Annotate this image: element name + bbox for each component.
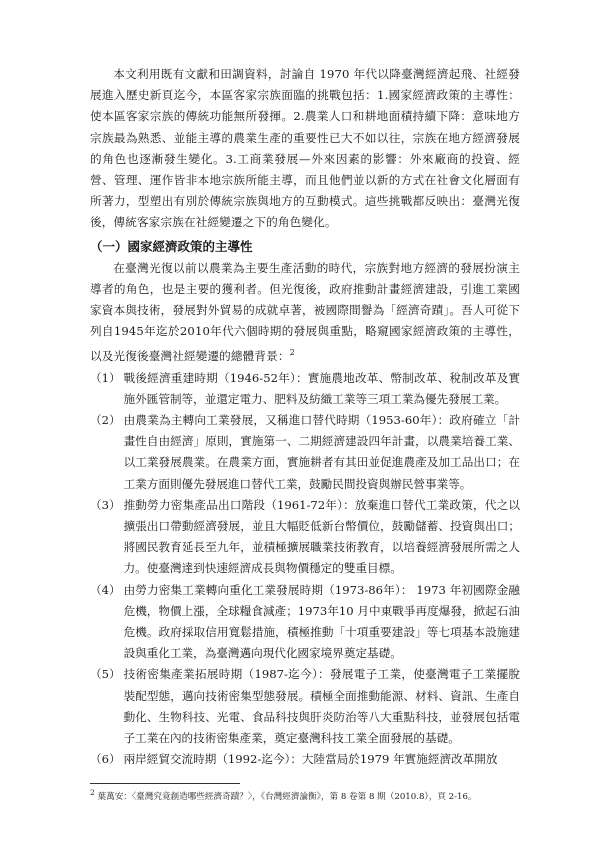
- footnote-text: 葉萬安：〈臺灣究竟創造哪些經濟奇蹟？〉，《台灣經濟論衡》，第 8 卷第 8 期（2010.8），頁 2-16。: [97, 792, 477, 802]
- list-item-text: 技術密集產業拓展時期（1987-迄今）：發展電子工業，使臺灣電子工業擺脫裝配型態，邁向技術密集型態發展。積極全面推動能源、材料、資訊、生產自動化、生物科技、光電、食品科技與肝炎防治等八大重點科技，並發展包括電子工業在內的技術密集產業，奠定臺灣科技工業全面發展的基礎。: [123, 667, 520, 745]
- list-item: [90, 495, 520, 580]
- footnote: [90, 788, 520, 803]
- list-item: [90, 368, 520, 410]
- footnote-divider: [90, 783, 240, 784]
- list-item: [90, 664, 520, 749]
- list-item: [90, 410, 520, 495]
- body-text: [90, 64, 520, 770]
- list-item-text: 推動勞力密集產品出口階段（1961-72年）：放棄進口替代工業政策，代之以擴張出口帶動經濟發展，並且大幅貶低新台幣價位，鼓勵儲蓄、投資與出口；將國民教育延長至九年，並積極擴展職業技術教育，以培養經濟發展所需之人力。使臺灣達到快速經濟成長與物價穩定的雙重目標。: [123, 497, 520, 576]
- list-item-text: 戰後經濟重建時期（1946-52年）：實施農地改革、幣制改革、稅制改革及實施外匯管制等，並還定電力、肥料及紡織工業等三項工業為優先發展工業。: [123, 370, 520, 406]
- list-item-text: 由農業為主轉向工業發展，又稱進口替代時期（1953-60年）：政府確立「計畫性自由經濟」原則，實施第一、二期經濟建設四年計畫，以農業培養工業、以工業發展農業。在農業方面，實施耕者有其田並促進農產及加工品出口；在工業方面則優先發展進口替代工業，鼓勵民間投資與辦民營事業等。: [123, 412, 520, 491]
- list-item-text: 兩岸經貿交流時期（1992-迄今）：大陸當局於1979 年實施經濟改革開放: [123, 752, 498, 767]
- list-item-number: （6）: [90, 752, 121, 767]
- list-item-text: 由勞力密集工業轉向重化工業發展時期（1973-86年）： 1973 年初國際金融危機，物價上漲，全球糧食減產；1973年10 月中東戰爭再度爆發，掀起石油危機。政府採取信用寬鬆措施，積極推動「十項重要建設」等七項基本設施建設與重化工業，為臺灣邁向現代化國家境界奠定基礎。: [123, 582, 520, 661]
- list-item-number: （5）: [90, 667, 121, 682]
- list-item-number: （1）: [90, 370, 121, 385]
- list-item-number: （2）: [90, 412, 121, 427]
- list-item-number: （4）: [90, 582, 121, 597]
- section-paragraph-text: 在臺灣光復以前以農業為主要生產活動的時代，宗族對地方經濟的發展扮演主導者的角色，也是主要的獲利者。但光復後，政府推動計畫經濟建設，引進工業國家資本與技術，發展對外貿易的成就卓著，被國際間譽為「經濟奇蹟」。吾人可從下列自1945年迄於2010年代六個時期的發展與重點，略窺國家經濟政策的主導性，以及光復後臺灣社經變遷的總體背景：: [90, 260, 520, 364]
- section-paragraph: [90, 258, 520, 368]
- list-item-number: （3）: [90, 497, 121, 512]
- list-item: [90, 749, 520, 770]
- footnote-reference[interactable]: 2: [289, 348, 295, 358]
- section-heading: （一）國家經濟政策的主導性: [90, 238, 253, 254]
- footnote-mark: 2: [90, 788, 95, 798]
- list-item: [90, 580, 520, 665]
- intro-paragraph: 本文利用既有文獻和田調資料，討論自 1970 年代以降臺灣經濟起飛、社經發展進入歷史新頁迄今，本區客家宗族面臨的挑戰包括：1.國家經濟政策的主導性：使本區客家宗族的傳統功能無所發揮。2.農業人口和耕地面積持續下降：意味地方宗族最為熟悉、並能主導的農業生產的重要性已大不如以往，宗族在地方經濟發展的角色也逐漸發生變化。3.工商業發展—外來因素的影響：外來廠商的投資、經營、管理、運作皆非本地宗族所能主導，而且他們並以新的方式在社會文化層面有所著力，型塑出有別於傳統宗族與地方的互動模式。這些挑戰都反映出：臺灣光復後，傳統客家宗族在社經變遷之下的角色變化。: [90, 67, 520, 230]
